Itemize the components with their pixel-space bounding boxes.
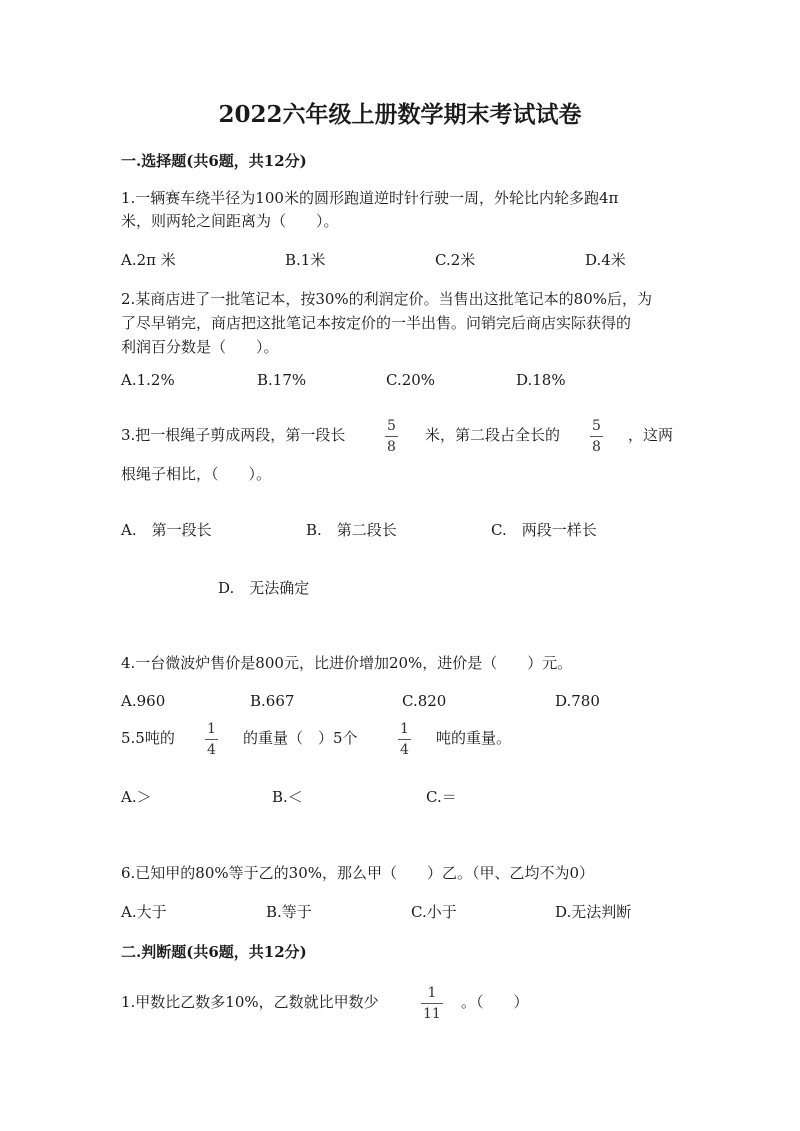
q2-option-b[interactable]: B.17%: [257, 371, 307, 389]
fraction-numerator: 1: [207, 721, 216, 737]
page-title: 2022六年级上册数学期末考试试卷: [218, 101, 582, 128]
question-2-line-3: 利润百分数是（ ）。: [121, 338, 279, 356]
q6-option-c[interactable]: C.小于: [411, 903, 457, 921]
q5-option-c[interactable]: C.＝: [426, 788, 457, 806]
judgment-question-1-part-1: 1.甲数比乙数多10%，乙数就比甲数少: [121, 993, 379, 1011]
fraction-denominator: 4: [400, 742, 409, 758]
question-6-line-1: 6.已知甲的80%等于乙的30%，那么甲（ ）乙。（甲、乙均不为0）: [121, 864, 595, 882]
fraction-one-quarter: [398, 721, 411, 758]
fraction-denominator: 11: [423, 1006, 441, 1022]
section-heading-judgment: 二.判断题(共6题，共12分): [121, 943, 307, 961]
q2-option-a[interactable]: A.1.2%: [121, 371, 175, 389]
question-1-line-2: 米，则两轮之间距离为（ ）。: [121, 212, 339, 230]
fraction-denominator: 8: [387, 439, 396, 455]
fraction-five-eighths: [590, 418, 603, 455]
q2-option-d[interactable]: D.18%: [516, 371, 566, 389]
fraction-denominator: 8: [592, 439, 601, 455]
fraction-numerator: 5: [387, 418, 396, 434]
fraction-one-quarter: [205, 721, 218, 758]
fraction-numerator: 5: [592, 418, 601, 434]
q5-option-b[interactable]: B.＜: [272, 788, 303, 806]
question-5-part-1: 5.5吨的: [121, 729, 175, 747]
q6-option-a[interactable]: A.大于: [121, 903, 167, 921]
q3-option-b[interactable]: B. 第二段长: [306, 521, 397, 539]
q6-option-b[interactable]: B.等于: [266, 903, 312, 921]
question-2-line-2: 了尽早销完，商店把这批笔记本按定价的一半出售。问销完后商店实际获得的: [121, 314, 632, 332]
fraction-five-eighths: [385, 418, 398, 455]
q1-option-d[interactable]: D.4米: [585, 251, 626, 269]
fraction-bar: [398, 739, 411, 740]
q1-option-b[interactable]: B.1米: [285, 251, 326, 269]
question-4-line-1: 4.一台微波炉售价是800元，比进价增加20%，进价是（ ）元。: [121, 654, 573, 672]
q6-option-d[interactable]: D.无法判断: [555, 903, 632, 921]
q1-option-c[interactable]: C.2米: [435, 251, 476, 269]
fraction-bar: [421, 1003, 443, 1004]
section-heading-choice: 一.选择题(共6题，共12分): [121, 152, 307, 170]
q3-option-d[interactable]: D. 无法确定: [218, 579, 310, 597]
q3-option-c[interactable]: C. 两段一样长: [491, 521, 597, 539]
fraction-denominator: 4: [207, 742, 216, 758]
fraction-numerator: 1: [427, 985, 437, 1001]
question-3-part-3: ，这两: [628, 426, 674, 444]
judgment-question-1-part-2: 。（ ）: [461, 993, 529, 1011]
q4-option-a[interactable]: A.960: [121, 692, 166, 710]
fraction-numerator: 1: [400, 721, 409, 737]
q4-option-b[interactable]: B.667: [250, 692, 295, 710]
question-1-line-1: 1.一辆赛车绕半径为100米的圆形跑道逆时针行驶一周，外轮比内轮多跑4π: [121, 189, 619, 207]
q1-option-a[interactable]: A.2π 米: [121, 251, 176, 269]
fraction-bar: [590, 436, 603, 437]
q4-option-c[interactable]: C.820: [402, 692, 447, 710]
q4-option-d[interactable]: D.780: [555, 692, 600, 710]
fraction-bar: [385, 436, 398, 437]
question-2-line-1: 2.某商店进了一批笔记本，按30%的利润定价。当售出这批笔记本的80%后，为: [121, 290, 652, 308]
fraction-bar: [205, 739, 218, 740]
question-5-part-3: 吨的重量。: [436, 729, 512, 747]
fraction-one-eleventh: [421, 985, 443, 1022]
question-3-line-2: 根绳子相比，（ ）。: [121, 465, 272, 483]
question-5-part-2: 的重量（ ）5个: [243, 729, 358, 747]
q3-option-a[interactable]: A. 第一段长: [121, 521, 212, 539]
q5-option-a[interactable]: A.＞: [121, 788, 152, 806]
question-3-part-2: 米，第二段占全长的: [425, 426, 561, 444]
question-3-part-1: 3.把一根绳子剪成两段，第一段长: [121, 426, 346, 444]
q2-option-c[interactable]: C.20%: [386, 371, 436, 389]
